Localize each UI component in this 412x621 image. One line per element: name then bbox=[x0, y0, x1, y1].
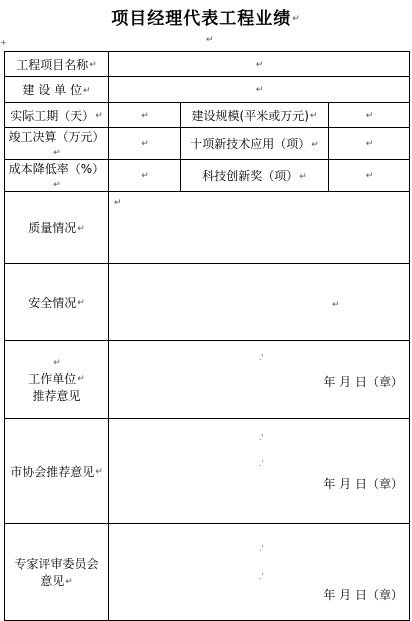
new-tech-label: 十项新技术应用（项）↵ bbox=[181, 128, 329, 160]
row-city-association bbox=[5, 419, 410, 524]
date-seal-line: 年 月 日（章） bbox=[323, 588, 403, 602]
table-anchor-mark: + bbox=[0, 38, 7, 47]
construction-unit-label: 建 设 单 位↵ bbox=[5, 77, 109, 103]
city-assoc-label: 市协会推荐意见↵ bbox=[5, 419, 109, 524]
paragraph-mark: ↵ bbox=[332, 300, 340, 310]
paragraph-mark: ↵ bbox=[114, 198, 122, 208]
document-title bbox=[0, 4, 412, 29]
safety-field[interactable] bbox=[109, 264, 410, 341]
row-cost-award bbox=[5, 160, 410, 192]
expert-field[interactable] bbox=[109, 524, 410, 621]
city-assoc-field[interactable] bbox=[109, 419, 410, 524]
tick-mark: .' bbox=[259, 572, 264, 581]
title-text: 项目经理代表工程业绩 bbox=[111, 9, 292, 29]
date-seal-line: 年 月 日（章） bbox=[323, 477, 403, 491]
cost-reduction-label: 成本降低率（%）↵ bbox=[5, 160, 109, 192]
quality-field[interactable] bbox=[109, 192, 410, 264]
row-quality bbox=[5, 192, 410, 264]
work-unit-field[interactable] bbox=[109, 341, 410, 419]
project-name-label: 工程项目名称↵ bbox=[5, 52, 109, 77]
actual-duration-field[interactable]: ↵ bbox=[109, 103, 181, 128]
work-unit-label: ↵ 工作单位↵ 推荐意见 bbox=[5, 341, 109, 419]
project-name-field[interactable] bbox=[109, 52, 410, 77]
expert-label: 专家评审委员会 意见↵ bbox=[5, 524, 109, 621]
construction-unit-field[interactable] bbox=[109, 77, 410, 103]
paragraph-mark: ↵ bbox=[255, 85, 264, 95]
quality-label: 质量情况↵ bbox=[5, 192, 109, 264]
row-safety bbox=[5, 264, 410, 341]
tick-mark: .' bbox=[259, 433, 264, 442]
row-duration-scale bbox=[5, 103, 410, 128]
actual-duration-label: 实际工期（天）↵ bbox=[5, 103, 109, 128]
paragraph-mark: ↵ bbox=[206, 35, 214, 45]
scale-field[interactable]: ↵ bbox=[329, 103, 410, 128]
paragraph-mark: ↵ bbox=[255, 59, 264, 70]
row-accounts-tech bbox=[5, 128, 410, 160]
new-tech-field[interactable]: ↵ bbox=[329, 128, 410, 160]
paragraph-mark: ↵ bbox=[292, 14, 301, 24]
date-seal-line: 年 月 日（章） bbox=[323, 375, 403, 389]
row-construction-unit bbox=[5, 77, 410, 103]
final-accounts-field[interactable]: ↵ bbox=[109, 128, 181, 160]
row-work-unit bbox=[5, 341, 410, 419]
sci-award-label: 科技创新奖（项）↵ bbox=[181, 160, 329, 192]
cost-reduction-field[interactable]: ↵ bbox=[109, 160, 181, 192]
row-project-name bbox=[5, 52, 410, 77]
final-accounts-label: 竣工决算（万元）↵ bbox=[5, 128, 109, 160]
row-expert-committee bbox=[5, 524, 410, 621]
tick-mark: .' bbox=[259, 544, 264, 553]
tick-mark: .' bbox=[259, 459, 264, 468]
safety-label: 安全情况↵ bbox=[5, 264, 109, 341]
scale-label: 建设规模(平米或万元)↵ bbox=[181, 103, 329, 128]
performance-form-table bbox=[4, 51, 410, 621]
tick-mark: .' bbox=[259, 353, 264, 362]
sci-award-field[interactable]: ↵ bbox=[329, 160, 410, 192]
